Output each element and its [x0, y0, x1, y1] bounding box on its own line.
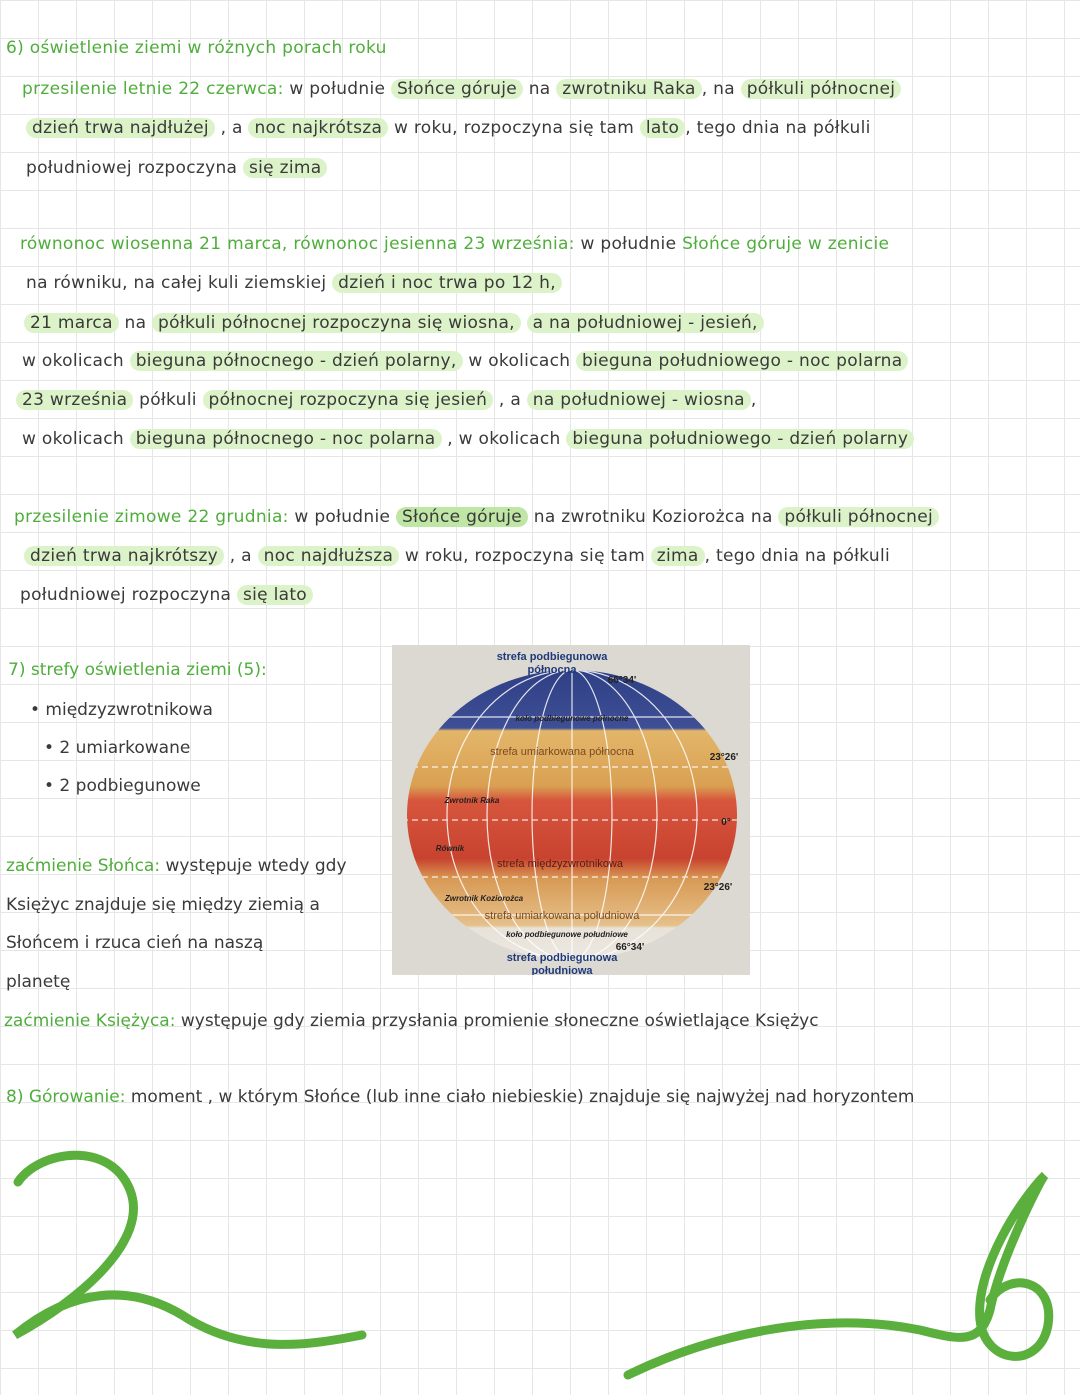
label-north-temperate: strefa umiarkowana północna [490, 746, 634, 758]
sun-eclipse-term: zaćmienie Słońca: [6, 856, 161, 876]
equinox-line-3: 21 marca na półkuli północnej rozpoczyna się wiosna, a na południowej - jesień, [24, 313, 1080, 333]
summer-line-1: przesilenie letnie 22 czerwca: w południe Słońce góruje na zwrotniku Raka , na półkuli północnej [22, 79, 1080, 99]
label-arctic-circle: koło podbiegunowe północne [515, 714, 629, 723]
label-south-temperate: strefa umiarkowana południowa [484, 910, 640, 922]
winter-line-1: przesilenie zimowe 22 grudnia: w południe Słońce góruje na zwrotniku Koziorożca na półkuli północnej [14, 507, 1080, 527]
equinox-line-4: w okolicach bieguna północnego - dzień polarny, w okolicach bieguna południowego - noc polarna [22, 351, 1080, 371]
zone-item-1: • międzyzwrotnikowa [30, 700, 213, 720]
moon-eclipse-term: zaćmienie Księżyca: [4, 1011, 176, 1031]
zone-item-2: • 2 umiarkowane [44, 738, 191, 758]
label-lat-23s: 23°26' [703, 882, 733, 893]
equinox-line-5: 23 września półkuli północnej rozpoczyna się jesień , a na południowej - wiosna , [16, 390, 1080, 410]
label-lat-66n: 66°34' [607, 675, 637, 686]
decorative-2-drawing [0, 1130, 380, 1360]
label-tropic-capricorn: Zwrotnik Koziorożca [444, 894, 524, 903]
label-antarctic-circle: koło podbiegunowe południowe [506, 930, 628, 939]
summer-line-3: południowej rozpoczyna się zima [26, 158, 1080, 178]
winter-line-3: południowej rozpoczyna się lato [20, 585, 1080, 605]
label-lat-0: 0° [721, 817, 731, 828]
label-tropical: strefa międzyzwrotnikowa [497, 858, 623, 870]
sun-eclipse-line-4: planetę [6, 972, 71, 992]
winter-term: przesilenie zimowe 22 grudnia: [14, 507, 289, 527]
label-lat-66s: 66°34' [615, 942, 645, 953]
equinox-line-2: na równiku, na całej kuli ziemskiej dzień i noc trwa po 12 h, [26, 273, 1080, 293]
equinox-line-1: równonoc wiosenna 21 marca, równonoc jesienna 23 września: w południe Słońce góruje w zenicie [20, 234, 890, 254]
label-north-polar-2: północna [527, 664, 577, 676]
equinox-term: równonoc wiosenna 21 marca, równonoc jesienna 23 września: [20, 234, 575, 254]
label-tropic-cancer: Zwrotnik Raka [444, 796, 500, 805]
section-8-title: 8) Górowanie: [6, 1087, 126, 1107]
section-6-title: 6) oświetlenie ziemi w różnych porach roku [6, 38, 387, 58]
zone-item-3: • 2 podbiegunowe [44, 776, 201, 796]
label-lat-23n: 23°26' [709, 752, 739, 763]
label-north-polar-1: strefa podbiegunowa [496, 651, 608, 663]
globe-svg [392, 645, 750, 975]
sun-eclipse-line-2: Księżyc znajduje się między ziemią a [6, 895, 320, 915]
sun-eclipse-line-1: zaćmienie Słońca: występuje wtedy gdy [6, 856, 347, 876]
label-equator: Równik [435, 844, 465, 853]
sun-eclipse-line-3: Słońcem i rzuca cień na naszą [6, 933, 264, 953]
section-7-title: 7) strefy oświetlenia ziemi (5): [8, 660, 267, 680]
winter-line-2: dzień trwa najkrótszy , a noc najdłuższa w roku, rozpoczyna się tam zima , tego dnia na półkuli [24, 546, 1080, 566]
decorative-6-drawing [620, 1160, 1070, 1390]
summer-line-2: dzień trwa najdłużej , a noc najkrótsza w roku, rozpoczyna się tam lato , tego dnia na półkuli [26, 118, 1080, 138]
section-8-line: 8) Górowanie: moment , w którym Słońce (lub inne ciało niebieskie) znajduje się najwyżej nad horyzontem [6, 1087, 915, 1107]
equinox-line-6: w okolicach bieguna północnego - noc polarna , w okolicach bieguna południowego - dzień polarny [22, 429, 1080, 449]
moon-eclipse-line: zaćmienie Księżyca: występuje gdy ziemia przysłania promienie słoneczne oświetlające Księżyc [4, 1011, 819, 1031]
label-south-polar-2: południowa [531, 965, 593, 975]
globe-illustration [392, 645, 750, 975]
summer-term: przesilenie letnie 22 czerwca: [22, 79, 284, 99]
label-south-polar-1: strefa podbiegunowa [506, 952, 618, 964]
